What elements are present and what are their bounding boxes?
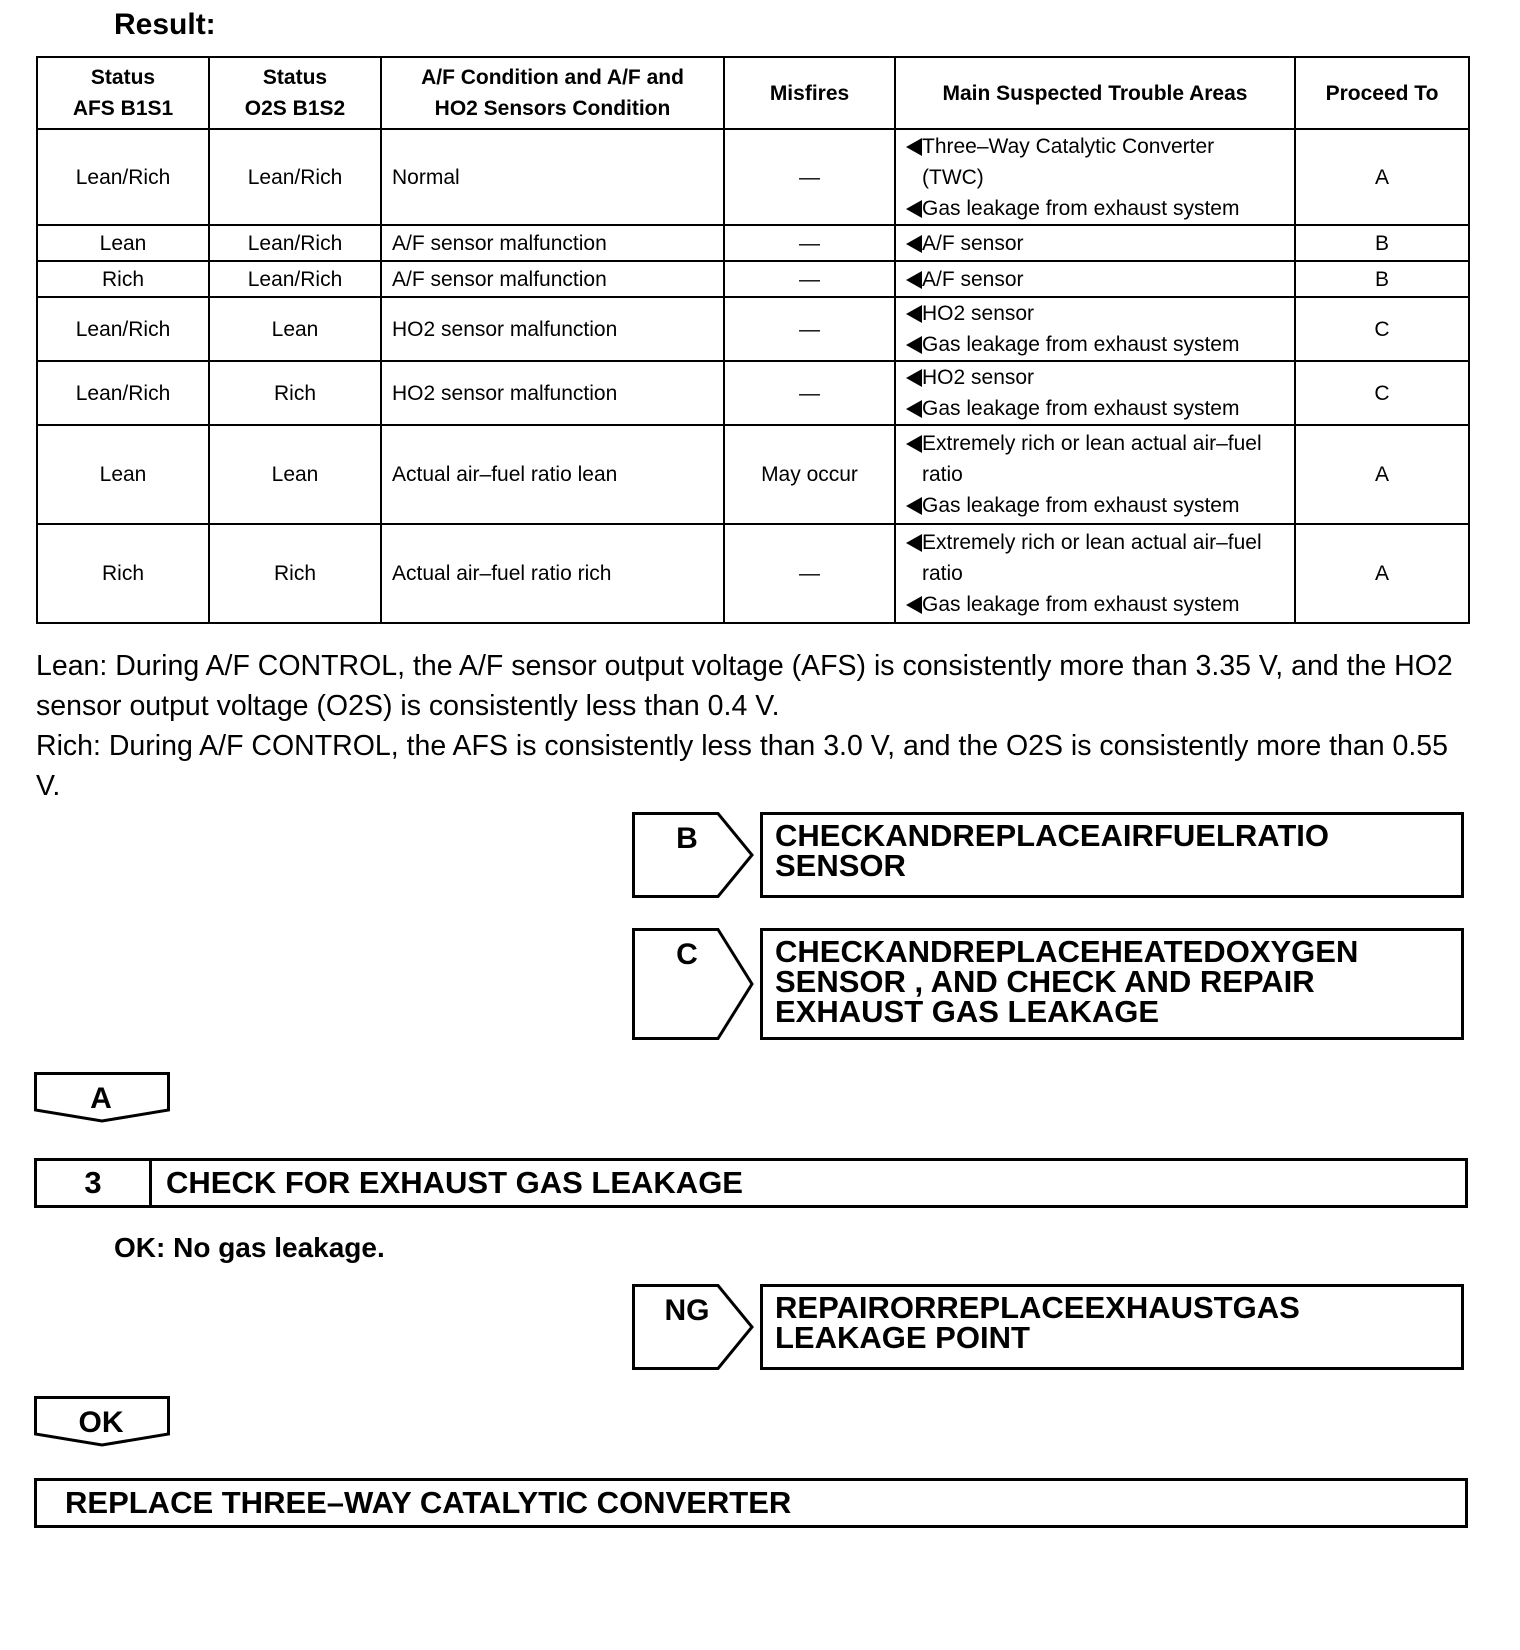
cell-proceed: B: [1295, 225, 1469, 261]
result-table: [36, 56, 1470, 624]
bullet-arrow-icon: [906, 235, 922, 253]
cell-condition: A/F sensor malfunction: [381, 261, 724, 297]
cell-proceed: A: [1295, 129, 1469, 225]
cell-afs: Rich: [37, 524, 209, 623]
trouble-area-item: A/F sensor: [906, 264, 1284, 295]
bullet-arrow-icon: [906, 336, 922, 354]
notes: [36, 646, 1472, 806]
header-condition: A/F Condition and A/F and HO2 Sensors Condition: [381, 57, 724, 129]
cell-condition: HO2 sensor malfunction: [381, 297, 724, 361]
cell-misfires: —: [724, 361, 895, 425]
bullet-arrow-icon: [906, 497, 922, 515]
cell-misfires: —: [724, 261, 895, 297]
cell-areas: [895, 225, 1295, 261]
cell-afs: Lean: [37, 425, 209, 524]
cell-misfires: May occur: [724, 425, 895, 524]
table-row: [37, 524, 1469, 623]
final-action: REPLACE THREE–WAY CATALYTIC CONVERTER: [34, 1478, 1468, 1528]
cell-afs: Lean: [37, 225, 209, 261]
trouble-area-item: HO2 sensor: [906, 298, 1284, 329]
cell-proceed: C: [1295, 361, 1469, 425]
cell-condition: Actual air–fuel ratio rich: [381, 524, 724, 623]
cell-o2s: Lean: [209, 425, 381, 524]
table-row: [37, 225, 1469, 261]
header-afs: Status AFS B1S1: [37, 57, 209, 129]
cell-afs: Lean/Rich: [37, 297, 209, 361]
branch-b-line1: CHECKANDREPLACEAIRFUELRATIO: [775, 818, 1330, 853]
result-heading: Result:: [114, 8, 216, 41]
table-row: [37, 297, 1469, 361]
cell-o2s: Rich: [209, 524, 381, 623]
branch-c-line1: CHECKANDREPLACEHEATEDOXYGEN: [775, 934, 1359, 969]
trouble-area-item: Gas leakage from exhaust system: [906, 193, 1284, 224]
branch-ng-tag: NG: [632, 1284, 756, 1370]
branch-b-action: CHECKANDREPLACEAIRFUELRATIO SENSOR: [760, 812, 1464, 898]
cell-o2s: Lean/Rich: [209, 129, 381, 225]
cell-areas: Three–Way Catalytic Converter (TWC) Gas leakage from exhaust system: [895, 129, 1295, 225]
cell-condition: HO2 sensor malfunction: [381, 361, 724, 425]
step-3-header: [34, 1158, 1468, 1208]
trouble-area-item: HO2 sensor: [906, 362, 1284, 393]
trouble-area-item: Gas leakage from exhaust system: [906, 589, 1284, 620]
cell-proceed: A: [1295, 524, 1469, 623]
cell-afs: Rich: [37, 261, 209, 297]
branch-c-tag: C: [632, 928, 756, 1040]
result-a-tag: A: [34, 1072, 170, 1124]
header-misfires: Misfires: [724, 57, 895, 129]
cell-o2s: Lean: [209, 297, 381, 361]
trouble-area-item: Extremely rich or lean actual air–fuel: [906, 527, 1284, 558]
cell-areas: Extremely rich or lean actual air–fuel ratio Gas leakage from exhaust system: [895, 425, 1295, 524]
branch-b-tag: B: [632, 812, 756, 898]
cell-misfires: —: [724, 524, 895, 623]
bullet-arrow-icon: [906, 271, 922, 289]
trouble-area-item: Gas leakage from exhaust system: [906, 490, 1284, 521]
header-o2s: Status O2S B1S2: [209, 57, 381, 129]
branch-c-action: CHECKANDREPLACEHEATEDOXYGEN SENSOR , AND CHECK AND REPAIR EXHAUST GAS LEAKAGE: [760, 928, 1464, 1040]
table-header-row: [37, 57, 1469, 129]
table-row: [37, 261, 1469, 297]
cell-condition: Normal: [381, 129, 724, 225]
note-rich: Rich: During A/F CONTROL, the AFS is consistently less than 3.0 V, and the O2S is consistently more than 0.55 V.: [36, 730, 1448, 802]
cell-o2s: Rich: [209, 361, 381, 425]
cell-afs: Lean/Rich: [37, 129, 209, 225]
cell-areas: [895, 261, 1295, 297]
header-areas: Main Suspected Trouble Areas: [895, 57, 1295, 129]
cell-areas: [895, 297, 1295, 361]
trouble-area-item: Gas leakage from exhaust system: [906, 393, 1284, 424]
bullet-arrow-icon: [906, 596, 922, 614]
bullet-arrow-icon: [906, 200, 922, 218]
cell-areas: Extremely rich or lean actual air–fuel ratio Gas leakage from exhaust system: [895, 524, 1295, 623]
note-lean: Lean: During A/F CONTROL, the A/F sensor output voltage (AFS) is consistently more than 3.35 V, and the HO2 sensor output voltage (O2S) is consistently less than 0.4 V.: [36, 650, 1453, 722]
cell-o2s: Lean/Rich: [209, 225, 381, 261]
step-title: CHECK FOR EXHAUST GAS LEAKAGE: [166, 1165, 743, 1200]
cell-condition: Actual air–fuel ratio lean: [381, 425, 724, 524]
cell-misfires: —: [724, 129, 895, 225]
cell-proceed: C: [1295, 297, 1469, 361]
branch-ng-line1: REPAIRORREPLACEEXHAUSTGAS: [775, 1290, 1300, 1325]
trouble-area-item: Three–Way Catalytic Converter: [906, 131, 1284, 162]
cell-condition: A/F sensor malfunction: [381, 225, 724, 261]
cell-misfires: —: [724, 297, 895, 361]
cell-misfires: —: [724, 225, 895, 261]
bullet-arrow-icon: [906, 369, 922, 387]
bullet-arrow-icon: [906, 534, 922, 552]
table-row: [37, 361, 1469, 425]
ok-criteria: OK: No gas leakage.: [114, 1232, 385, 1263]
trouble-area-item: A/F sensor: [906, 228, 1284, 259]
cell-areas: [895, 361, 1295, 425]
cell-proceed: A: [1295, 425, 1469, 524]
table-row: [37, 425, 1469, 524]
branch-ng-action: REPAIRORREPLACEEXHAUSTGAS LEAKAGE POINT: [760, 1284, 1464, 1370]
header-proceed: Proceed To: [1295, 57, 1469, 129]
cell-o2s: Lean/Rich: [209, 261, 381, 297]
bullet-arrow-icon: [906, 400, 922, 418]
bullet-arrow-icon: [906, 305, 922, 323]
bullet-arrow-icon: [906, 435, 922, 453]
cell-afs: Lean/Rich: [37, 361, 209, 425]
step-number: 3: [37, 1161, 152, 1205]
bullet-arrow-icon: [906, 138, 922, 156]
cell-proceed: B: [1295, 261, 1469, 297]
trouble-area-item: Gas leakage from exhaust system: [906, 329, 1284, 360]
trouble-area-item: Extremely rich or lean actual air–fuel: [906, 428, 1284, 459]
table-row: [37, 129, 1469, 225]
result-ok-tag: OK: [34, 1396, 170, 1448]
